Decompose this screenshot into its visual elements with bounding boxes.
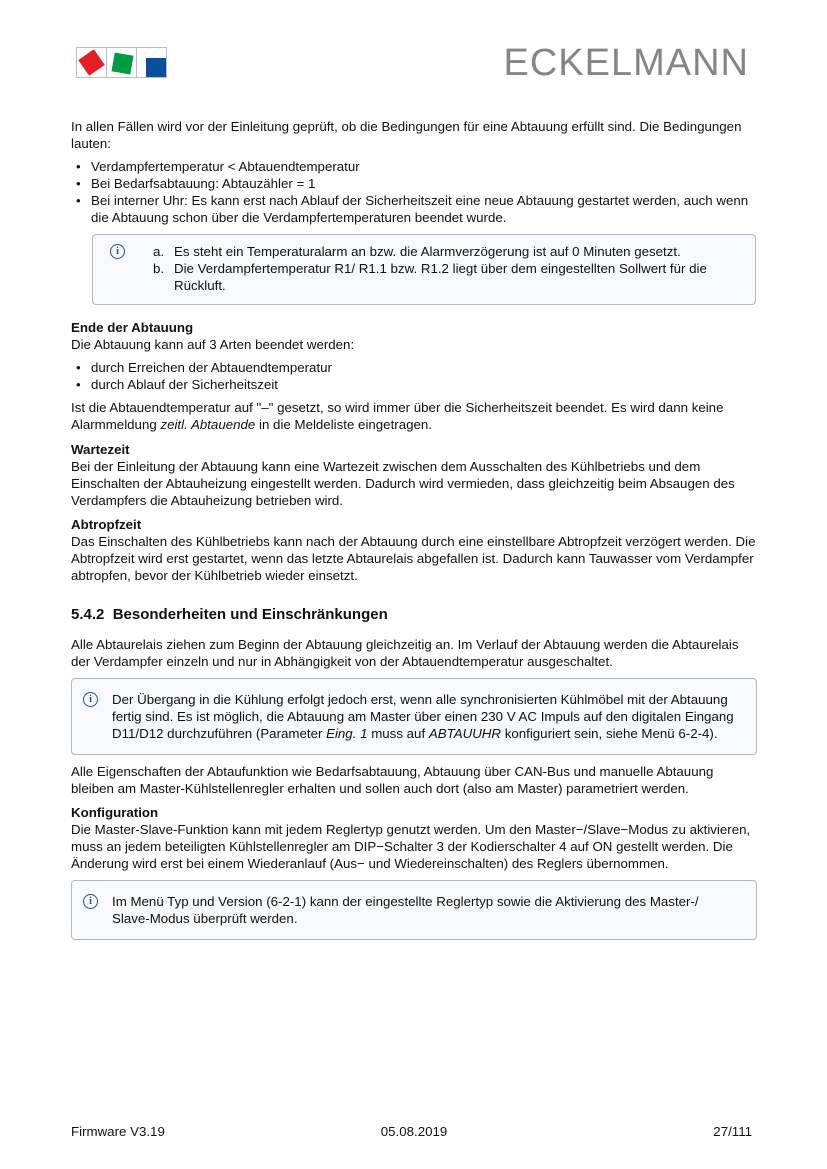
emphasis-text: Eing. 1 (326, 726, 368, 741)
note-list (93, 243, 755, 294)
section-konfiguration (71, 804, 757, 872)
text-run: in die Meldeliste eingetragen. (255, 417, 432, 432)
brand-wordmark: ECKELMANN (503, 42, 749, 84)
ende-list (71, 359, 757, 393)
company-logo (76, 47, 167, 77)
section-paragraph-2: Alle Eigenschaften der Abtaufunktion wie Bedarfsabtauung, Abtauung über CAN-Bus und manuelle Abtauung bleiben am Master-Kühlstellenregler erhalten und sollen auch dort (also am Master) parametriert werden. (71, 764, 714, 796)
list-item: • Verdampfertemperatur < Abtauendtemperatur (71, 158, 757, 175)
text-run: Ist die Abtauendtemperatur auf "–" gesetzt, so wird immer über die Sicherheitszeit beendet. Es wird dann keine Alarmmeldung (71, 400, 724, 432)
section-title-text: Besonderheiten und Einschränkungen (112, 606, 388, 623)
list-item: • Bei Bedarfsabtauung: Abtauzähler = 1 (71, 175, 757, 192)
list-label: a. (153, 244, 165, 259)
footer-date: 05.08.2019 (380, 1124, 448, 1139)
section-title (71, 606, 757, 623)
logo-cell-red (76, 47, 106, 78)
wartezeit-paragraph: Bei der Einleitung der Abtauung kann eine Wartezeit zwischen dem Ausschalten des Kühlbetriebs und dem Einschalten der Abtauheizung eingestellt werden. Dadurch wird vermieden, dass gleichzeitig beim Absaugen des Verdampfers die Abtauheizung betrieben wird. (71, 459, 735, 508)
section-abtropfzeit (71, 516, 757, 584)
blue-square-icon (146, 58, 166, 78)
section-heading (71, 606, 757, 623)
text-run: konfiguriert sein, siehe Menü 6-2-4). (501, 726, 718, 741)
list-text: Es steht ein Temperaturalarm an bzw. die Alarmverzögerung ist auf 0 Minuten gesetzt. (174, 244, 681, 259)
note-text (112, 691, 736, 742)
text-run: muss auf (367, 726, 429, 741)
info-icon: i (83, 692, 98, 707)
heading-konfiguration: Konfiguration (71, 805, 159, 820)
heading-abtropfzeit: Abtropfzeit (71, 517, 142, 532)
green-square-icon (111, 52, 133, 74)
footer-page-number: 27/111 (713, 1124, 752, 1139)
note-text: Im Menü Typ und Version (6-2-1) kann der eingestellte Reglertyp sowie die Aktivierung des Master-/ Slave-Modus überprüft werden. (112, 894, 699, 926)
section-wartezeit (71, 441, 757, 509)
list-item: • durch Erreichen der Abtauendtemperatur (71, 359, 757, 376)
conditions-list (71, 158, 757, 226)
konfiguration-paragraph: Die Master-Slave-Funktion kann mit jedem Reglertyp genutzt werden. Um den Master−/Slave−Modus zu aktivieren, muss an jedem beteiligten Kühlstellenregler am DIP−Schalter 3 der Kodierschalter 4 auf ON gestellt werden. Die Änderung wird erst bei einem Wiederanlauf (Aus− und Wiedereinschalten) des Reglers übernommen. (71, 822, 751, 871)
emphasis-text: zeitl. Abtauende (160, 417, 256, 432)
page-footer (71, 1123, 757, 1140)
list-label: b. (153, 261, 165, 276)
list-item: • durch Ablauf der Sicherheitszeit (71, 376, 757, 393)
intro-paragraph: In allen Fällen wird vor der Einleitung geprüft, ob die Bedingungen für eine Abtauung erfüllt sind. Die Bedingungen lauten: (71, 119, 742, 151)
red-square-icon (78, 49, 104, 75)
ende-intro: Die Abtauung kann auf 3 Arten beendet werden: (71, 337, 355, 352)
text-run: Der Übergang in die Kühlung erfolgt jedoch erst, wenn alle synchronisierten Kühlmöbel mit der Abtauung fertig sind. Es ist möglich, die Abtauung am Master über einen 230 V AC Impuls auf den digitalen Eingang D11/D12 durchzuführen (Parameter (112, 692, 734, 741)
info-icon: i (83, 894, 98, 909)
section-number: 5.4.2 (71, 606, 105, 623)
footer-firmware: Firmware V3.19 (71, 1124, 165, 1139)
heading-ende: Ende der Abtauung (71, 320, 194, 335)
logo-cell-blue (136, 47, 167, 78)
list-item (93, 243, 755, 260)
info-note-master (71, 678, 757, 755)
ende-paragraph (71, 399, 757, 433)
info-note-typ (71, 880, 757, 940)
section-ende (71, 319, 757, 433)
logo-cell-green (106, 47, 136, 78)
list-item: • Bei interner Uhr: Es kann erst nach Ablauf der Sicherheitszeit eine neue Abtauung gestartet werden, auch wenn die Abtauung schon über die Verdampfertemperaturen beendet wurde. (71, 192, 757, 226)
section-paragraph: Alle Abtaurelais ziehen zum Beginn der Abtauung gleichzeitig an. Im Verlauf der Abtauung werden die Abtaurelais der Verdampfer einzeln und nur in Abhängigkeit von der Abtauendtemperatur ausgeschaltet. (71, 637, 739, 669)
list-item (93, 260, 755, 294)
list-text: Die Verdampfertemperatur R1/ R1.1 bzw. R1.2 liegt über dem eingestellten Sollwert für die Rückluft. (174, 261, 707, 293)
heading-wartezeit: Wartezeit (71, 442, 130, 457)
abtropfzeit-paragraph: Das Einschalten des Kühlbetriebs kann nach der Abtauung durch eine einstellbare Abtropfzeit verzögert werden. Die Abtropfzeit wird erst gestartet, wenn das letzte Abtaurelais abgefallen ist. Dadurch kann Tauwasser vom Verdampfer abtropfen, bevor der Kühlbetrieb wieder einsetzt. (71, 534, 756, 583)
emphasis-text: ABTAUUHR (428, 726, 501, 741)
info-note-conditions (92, 234, 756, 305)
page-content (71, 118, 757, 940)
info-icon: i (110, 244, 125, 259)
